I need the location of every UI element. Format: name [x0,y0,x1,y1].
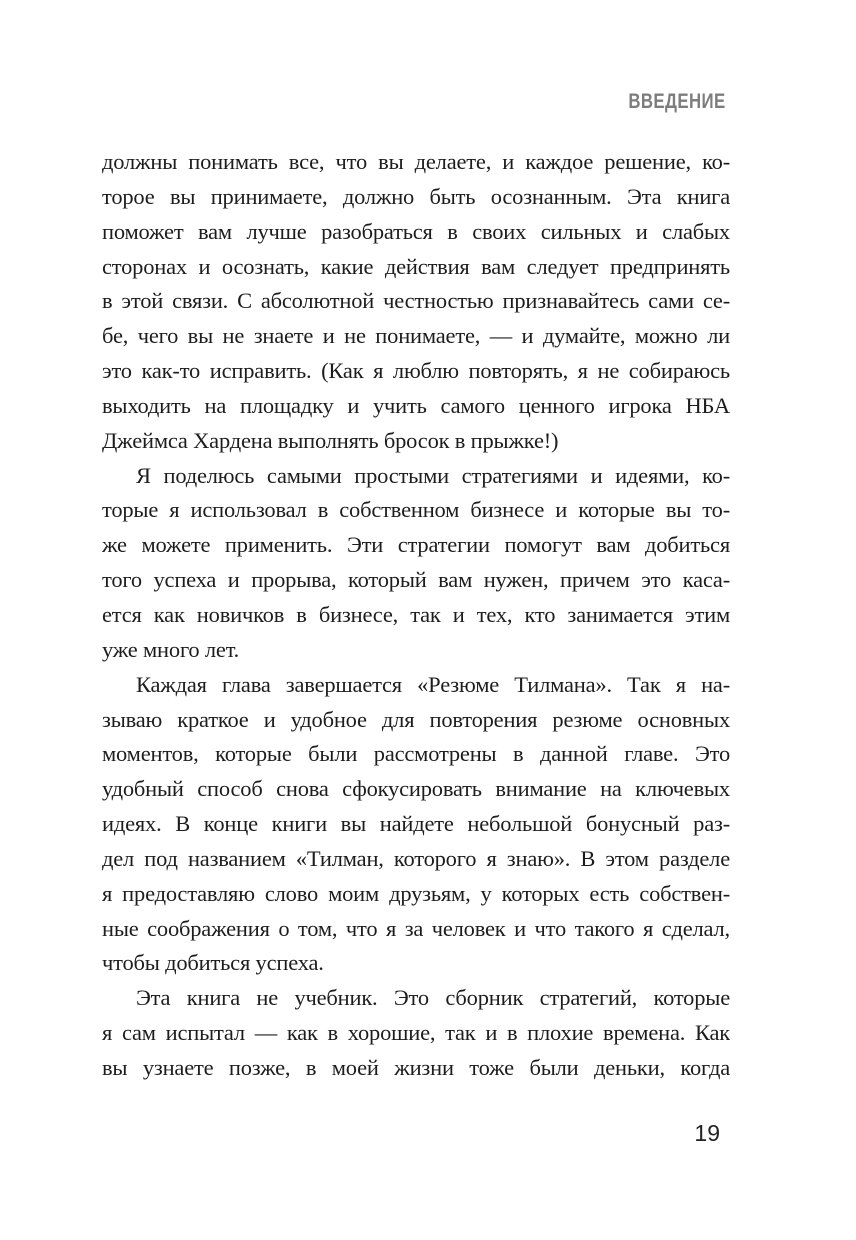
text-line: Каждая глава завершается «Резюме Тилмана». Так я на- [136,671,730,697]
text-line: бе, чего вы не знаете и не понимаете, — и думайте, можно ли [102,323,730,349]
text-line: дел под названием «Тилман, которого я знаю». В этом разделе [102,845,730,871]
text-line: идеях. В конце книги вы найдете небольшой бонусный раз- [102,811,730,837]
text-line: чтобы добиться успеха. [102,950,324,976]
text-line: в этой связи. С абсолютной честностью признавайтесь сами се- [102,288,730,314]
text-line: моментов, которые были рассмотрены в данной главе. Это [102,741,730,767]
text-line: уже много лет. [102,636,240,662]
text-line: же можете применить. Эти стратегии помогут вам добиться [102,532,730,558]
body-text [102,145,730,1086]
text-line: сторонах и осознать, какие действия вам следует предпринять [102,253,730,279]
page-number: 19 [694,1120,720,1146]
text-line: вы узнаете позже, в моей жизни тоже были деньки, когда [102,1054,730,1080]
text-line: зываю краткое и удобное для повторения резюме основных [102,706,730,732]
text-line: ные соображения о том, что я за человек и что такого я сделал, [102,915,730,941]
text-line: это как-то исправить. (Как я люблю повторять, я не собираюсь [102,358,730,384]
text-line: поможет вам лучше разобраться в своих сильных и слабых [102,218,730,244]
text-line: выходить на площадку и учить самого ценного игрока НБА [102,392,730,418]
text-line: Эта книга не учебник. Это сборник стратегий, которые [136,985,730,1011]
text-line: удобный способ снова сфокусировать внимание на ключевых [102,776,730,802]
text-line: Джеймса Хардена выполнять бросок в прыжке!) [102,427,559,453]
text-line: того успеха и прорыва, который вам нужен, причем это каса- [102,567,730,593]
text-line: Я поделюсь самыми простыми стратегиями и идеями, ко- [136,462,730,488]
text-line: должны понимать все, что вы делаете, и каждое решение, ко- [102,149,730,174]
text-line: я предоставляю слово моим друзьям, у которых есть собствен- [102,880,730,906]
text-line: ется как новичков в бизнесе, так и тех, кто занимается этим [102,601,730,627]
text-line: торые я использовал в собственном бизнесе и которые вы то- [102,497,730,523]
running-header: ВВЕДЕНИЕ [628,90,726,113]
text-line: я сам испытал — как в хорошие, так и в плохие времена. Как [102,1020,730,1046]
text-line: торое вы принимаете, должно быть осознанным. Эта книга [102,183,730,209]
